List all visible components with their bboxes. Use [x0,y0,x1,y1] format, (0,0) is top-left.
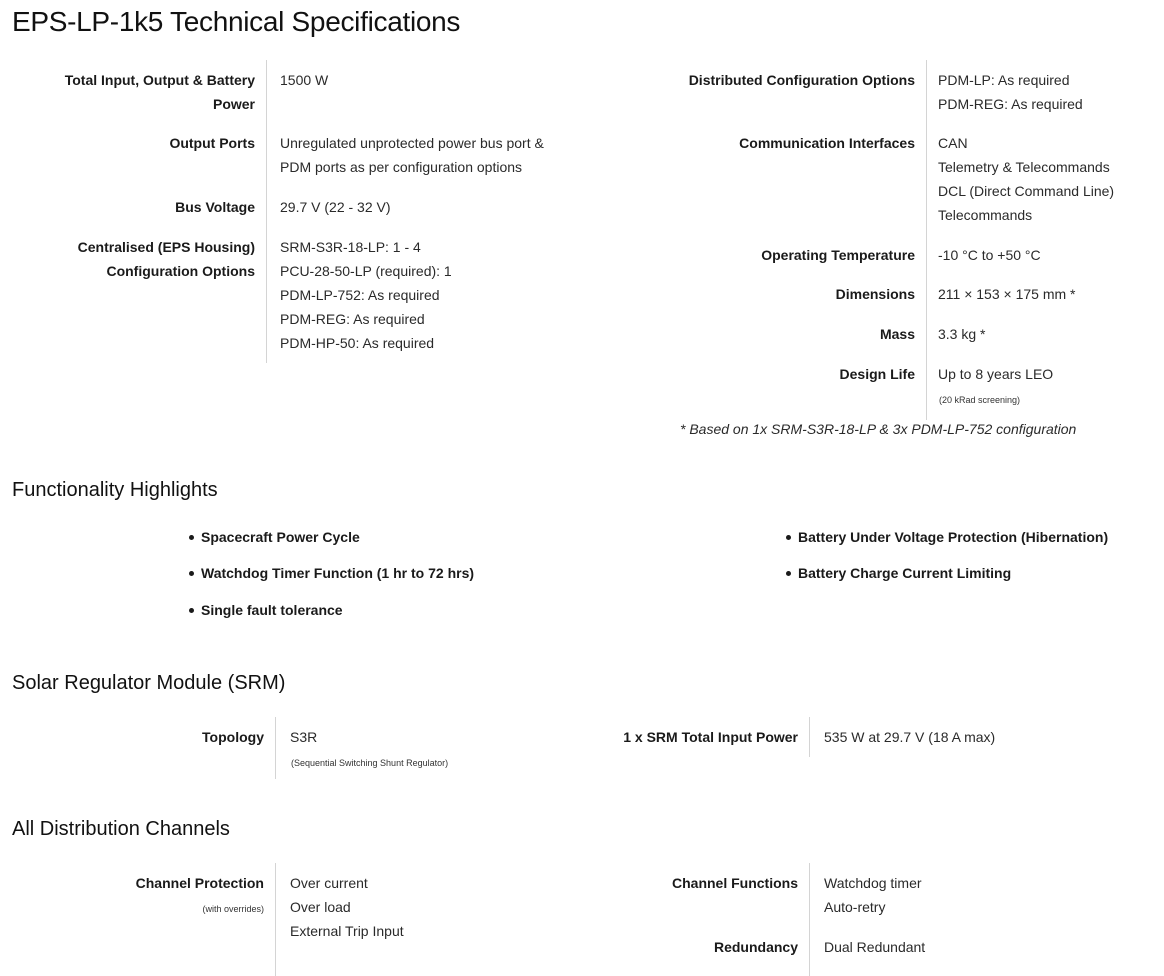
functionality-item [189,563,474,583]
functionality-item-label: Battery Charge Current Limiting [798,565,1012,581]
centralised-label [20,235,255,283]
functionality-heading: Functionality Highlights [12,479,218,501]
redundancy-value: Dual Redundant [824,939,926,955]
centralised-values [280,235,452,355]
channel-functions-values [824,871,922,919]
channel-protection-value: External Trip Input [290,923,404,939]
total-power-label [20,68,255,116]
channel-functions-value: Auto-retry [824,899,886,915]
output-ports-value-line1: Unregulated unprotected power bus port & [280,135,544,151]
communication-values [938,131,1114,227]
bullet-icon [189,608,194,613]
total-input-label: 1 x SRM Total Input Power [623,729,798,745]
centralised-value: PDM-REG: As required [280,311,425,327]
communication-value: Telemetry & Telecommands [938,159,1110,175]
specs-footnote: * Based on 1x SRM-S3R-18-LP & 3x PDM-LP-752 configuration [680,421,1077,437]
communication-label: Communication Interfaces [739,135,915,151]
centralised-value: SRM-S3R-18-LP: 1 - 4 [280,239,421,255]
channel-functions-label: Channel Functions [672,875,798,891]
dimensions-label: Dimensions [835,286,915,302]
centralised-label-line1: Centralised (EPS Housing) [77,239,255,255]
bullet-icon [189,571,194,576]
dimensions-value: 211 × 153 × 175 mm * [938,286,1076,302]
distribution-left-divider [275,863,276,976]
output-ports-value-line2: PDM ports as per configuration options [280,159,523,175]
centralised-value: PDM-HP-50: As required [280,335,435,351]
total-power-label-line1: Total Input, Output & Battery [64,72,255,88]
mass-value: 3.3 kg * [938,326,986,342]
output-ports-value [280,131,544,179]
total-input-value: 535 W at 29.7 V (18 A max) [824,729,996,745]
functionality-item [189,600,343,620]
channel-protection-label: Channel Protection [135,875,264,891]
communication-value: DCL (Direct Command Line) [938,183,1115,199]
bus-voltage-label: Bus Voltage [175,199,255,215]
output-ports-label: Output Ports [169,135,255,151]
distributed-label: Distributed Configuration Options [688,72,915,88]
bus-voltage-value: 29.7 V (22 - 32 V) [280,199,391,215]
centralised-value: PDM-LP-752: As required [280,287,440,303]
total-power-value: 1500 W [280,72,329,88]
srm-right-divider [809,717,810,757]
topology-label: Topology [202,729,264,745]
operating-temp-label: Operating Temperature [761,247,915,263]
distribution-right-divider [809,863,810,976]
topology-note: (Sequential Switching Shunt Regulator) [291,758,449,768]
specs-left-divider [266,60,267,363]
specs-right-divider [926,60,927,420]
topology-value: S3R [290,729,318,745]
total-power-label-line2: Power [212,96,255,112]
srm-heading: Solar Regulator Module (SRM) [12,672,286,694]
functionality-item-label: Single fault tolerance [201,602,343,618]
functionality-item [786,563,1011,583]
distributed-value: PDM-REG: As required [938,96,1083,112]
distribution-heading: All Distribution Channels [12,818,230,840]
channel-protection-values [290,871,404,943]
channel-functions-value: Watchdog timer [824,875,922,891]
operating-temp-value: -10 °C to +50 °C [938,247,1041,263]
functionality-item-label: Battery Under Voltage Protection (Hibernation) [798,529,1109,545]
communication-value: Telecommands [938,207,1033,223]
functionality-item [189,527,360,547]
design-life-label: Design Life [839,366,915,382]
channel-protection-note: (with overrides) [202,904,264,914]
redundancy-label: Redundancy [713,939,798,955]
functionality-item-label: Spacecraft Power Cycle [201,529,360,545]
distributed-value: PDM-LP: As required [938,72,1070,88]
bullet-icon [189,535,194,540]
design-life-value: Up to 8 years LEO [938,366,1054,382]
centralised-value: PCU-28-50-LP (required): 1 [280,263,452,279]
functionality-item-label: Watchdog Timer Function (1 hr to 72 hrs) [201,565,475,581]
channel-protection-value: Over load [290,899,351,915]
page-title: EPS-LP-1k5 Technical Specifications [12,6,461,37]
bullet-icon [786,571,791,576]
communication-value: CAN [938,135,968,151]
bullet-icon [786,535,791,540]
functionality-item [786,527,1108,547]
channel-protection-value: Over current [290,875,368,891]
distributed-values [938,68,1083,116]
srm-left-divider [275,717,276,779]
centralised-label-line2: Configuration Options [106,263,255,279]
design-life-note: (20 kRad screening) [939,395,1021,405]
mass-label: Mass [879,326,915,342]
